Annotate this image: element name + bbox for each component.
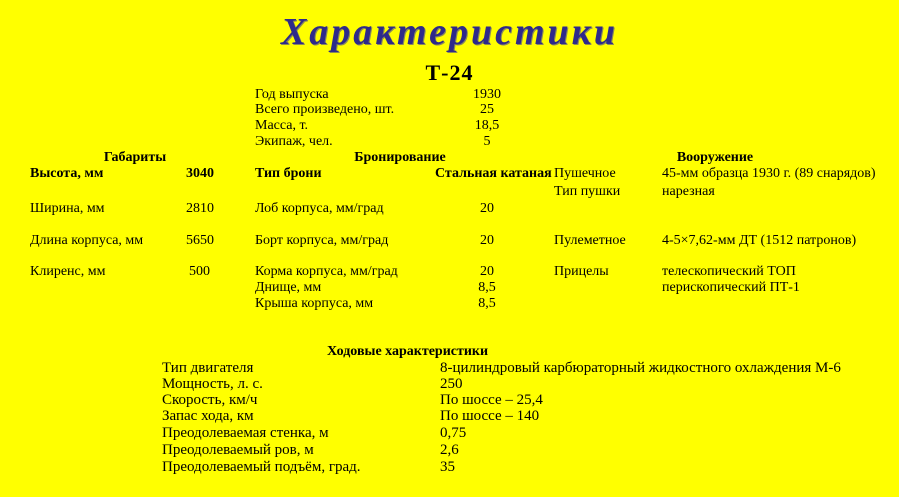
section-heading-mobility: Ходовые характеристики xyxy=(326,344,489,359)
weapon-value: перископический ПТ-1 xyxy=(662,280,800,295)
armor-label: Крыша корпуса, мм xyxy=(255,296,374,311)
mobility-label: Запас хода, км xyxy=(162,408,254,424)
dimension-value: 5650 xyxy=(186,233,214,248)
dimension-value: 500 xyxy=(189,264,210,279)
mobility-value: 250 xyxy=(440,376,463,392)
mobility-label: Тип двигателя xyxy=(162,360,254,376)
mobility-label: Преодолеваемая стенка, м xyxy=(162,425,329,441)
armor-value: 8,5 xyxy=(478,280,496,295)
dimension-label: Длина корпуса, мм xyxy=(30,233,144,248)
page-title: Характеристики xyxy=(280,11,619,53)
mobility-label: Преодолеваемый подъём, град. xyxy=(162,459,361,475)
section-heading-dimensions: Габариты xyxy=(103,150,167,165)
armor-label: Тип брони xyxy=(255,166,322,181)
general-label: Всего произведено, шт. xyxy=(255,102,395,117)
dimension-label: Ширина, мм xyxy=(30,201,105,216)
mobility-label: Мощность, л. с. xyxy=(162,376,263,392)
mobility-value: 8-цилиндровый карбюраторный жидкостного охлаждения М-6 xyxy=(440,360,841,376)
armor-label: Днище, мм xyxy=(255,280,322,295)
mobility-value: По шоссе – 25,4 xyxy=(440,392,543,408)
mobility-value: 0,75 xyxy=(440,425,467,441)
weapon-label: Пулеметное xyxy=(554,233,626,248)
armor-label: Борт корпуса, мм/град xyxy=(255,233,389,248)
section-heading-armor: Бронирование xyxy=(354,150,446,165)
dimension-value: 2810 xyxy=(186,201,214,216)
weapon-value: 45-мм образца 1930 г. (89 снарядов) xyxy=(662,166,876,181)
mobility-value: 35 xyxy=(440,459,455,475)
weapon-label: Прицелы xyxy=(554,264,609,279)
dimension-value: 3040 xyxy=(186,166,214,181)
section-heading-weapons: Вооружение xyxy=(676,150,754,165)
general-value: 1930 xyxy=(473,87,501,102)
mobility-label: Скорость, км/ч xyxy=(162,392,258,408)
general-label: Масса, т. xyxy=(255,118,309,133)
general-value: 5 xyxy=(483,134,491,149)
general-label: Экипаж, чел. xyxy=(255,134,333,149)
armor-value: Стальная катаная xyxy=(435,166,552,181)
armor-value: 20 xyxy=(480,264,494,279)
tank-model: Т-24 xyxy=(425,60,474,85)
weapon-value: нарезная xyxy=(662,184,715,199)
dimension-label-text: Высота, мм xyxy=(30,166,104,181)
weapon-value: 4-5×7,62-мм ДТ (1512 патронов) xyxy=(662,233,857,248)
armor-value: 8,5 xyxy=(478,296,496,311)
mobility-value: По шоссе – 140 xyxy=(440,408,540,424)
weapon-label: Тип пушки xyxy=(554,184,621,199)
general-label: Год выпуска xyxy=(255,87,329,102)
armor-value: 20 xyxy=(480,201,494,216)
armor-value: 20 xyxy=(480,233,494,248)
general-value: 18,5 xyxy=(474,118,500,133)
weapon-value: телескопический ТОП xyxy=(662,264,796,279)
armor-label: Корма корпуса, мм/град xyxy=(255,264,398,279)
mobility-value: 2,6 xyxy=(440,442,459,458)
weapon-label: Пушечное xyxy=(554,166,616,181)
dimension-label: Клиренс, мм xyxy=(30,264,106,279)
mobility-label: Преодолеваемый ров, м xyxy=(162,442,314,458)
armor-label: Лоб корпуса, мм/град xyxy=(255,201,384,216)
general-value: 25 xyxy=(480,102,494,117)
dimension-label xyxy=(30,166,103,182)
